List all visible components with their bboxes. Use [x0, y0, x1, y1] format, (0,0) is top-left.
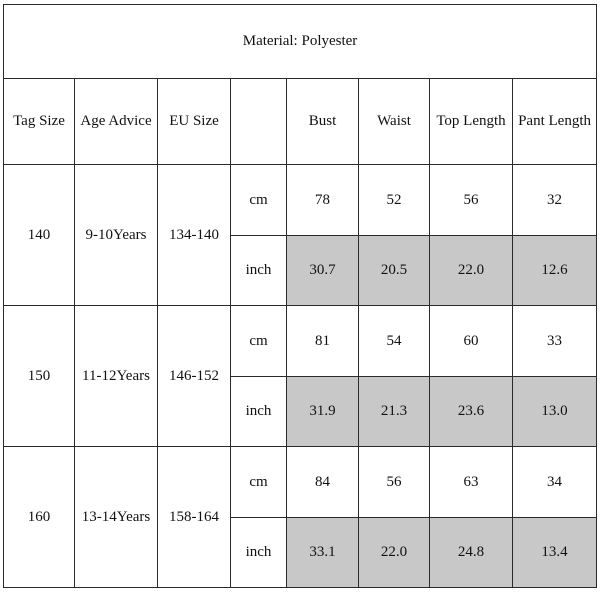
header-age-advice: Age Advice	[75, 79, 158, 165]
table-row	[4, 165, 597, 236]
pant-length-cm-cell: 34	[513, 447, 597, 518]
bust-cm-cell: 81	[287, 306, 359, 377]
header-bust: Bust	[287, 79, 359, 165]
unit-cm-cell: cm	[231, 306, 287, 377]
waist-inch-cell: 21.3	[359, 377, 430, 447]
tag-size-cell: 150	[4, 306, 75, 447]
top-length-inch-cell: 24.8	[430, 518, 513, 588]
header-top-length: Top Length	[430, 79, 513, 165]
size-chart-table	[3, 4, 597, 588]
bust-inch-cell: 30.7	[287, 236, 359, 306]
bust-cm-cell: 78	[287, 165, 359, 236]
unit-inch-cell: inch	[231, 236, 287, 306]
unit-inch-cell: inch	[231, 518, 287, 588]
pant-length-cm-cell: 33	[513, 306, 597, 377]
age-advice-cell: 9-10Years	[75, 165, 158, 306]
top-length-cm-cell: 60	[430, 306, 513, 377]
table-row	[4, 306, 597, 377]
header-waist: Waist	[359, 79, 430, 165]
header-pant-length: Pant Length	[513, 79, 597, 165]
header-eu-size: EU Size	[158, 79, 231, 165]
age-advice-cell: 13-14Years	[75, 447, 158, 588]
pant-length-inch-cell: 13.0	[513, 377, 597, 447]
eu-size-cell: 146-152	[158, 306, 231, 447]
pant-length-inch-cell: 12.6	[513, 236, 597, 306]
material-title: Material: Polyester	[4, 5, 597, 79]
pant-length-cm-cell: 32	[513, 165, 597, 236]
bust-cm-cell: 84	[287, 447, 359, 518]
bust-inch-cell: 33.1	[287, 518, 359, 588]
top-length-inch-cell: 22.0	[430, 236, 513, 306]
header-tag-size: Tag Size	[4, 79, 75, 165]
bust-inch-cell: 31.9	[287, 377, 359, 447]
age-advice-cell: 11-12Years	[75, 306, 158, 447]
top-length-inch-cell: 23.6	[430, 377, 513, 447]
header-unit	[231, 79, 287, 165]
table-row	[4, 447, 597, 518]
unit-cm-cell: cm	[231, 165, 287, 236]
unit-inch-cell: inch	[231, 377, 287, 447]
unit-cm-cell: cm	[231, 447, 287, 518]
top-length-cm-cell: 63	[430, 447, 513, 518]
tag-size-cell: 140	[4, 165, 75, 306]
eu-size-cell: 158-164	[158, 447, 231, 588]
eu-size-cell: 134-140	[158, 165, 231, 306]
pant-length-inch-cell: 13.4	[513, 518, 597, 588]
header-row	[4, 79, 597, 165]
top-length-cm-cell: 56	[430, 165, 513, 236]
waist-cm-cell: 52	[359, 165, 430, 236]
tag-size-cell: 160	[4, 447, 75, 588]
waist-inch-cell: 22.0	[359, 518, 430, 588]
waist-inch-cell: 20.5	[359, 236, 430, 306]
waist-cm-cell: 54	[359, 306, 430, 377]
waist-cm-cell: 56	[359, 447, 430, 518]
